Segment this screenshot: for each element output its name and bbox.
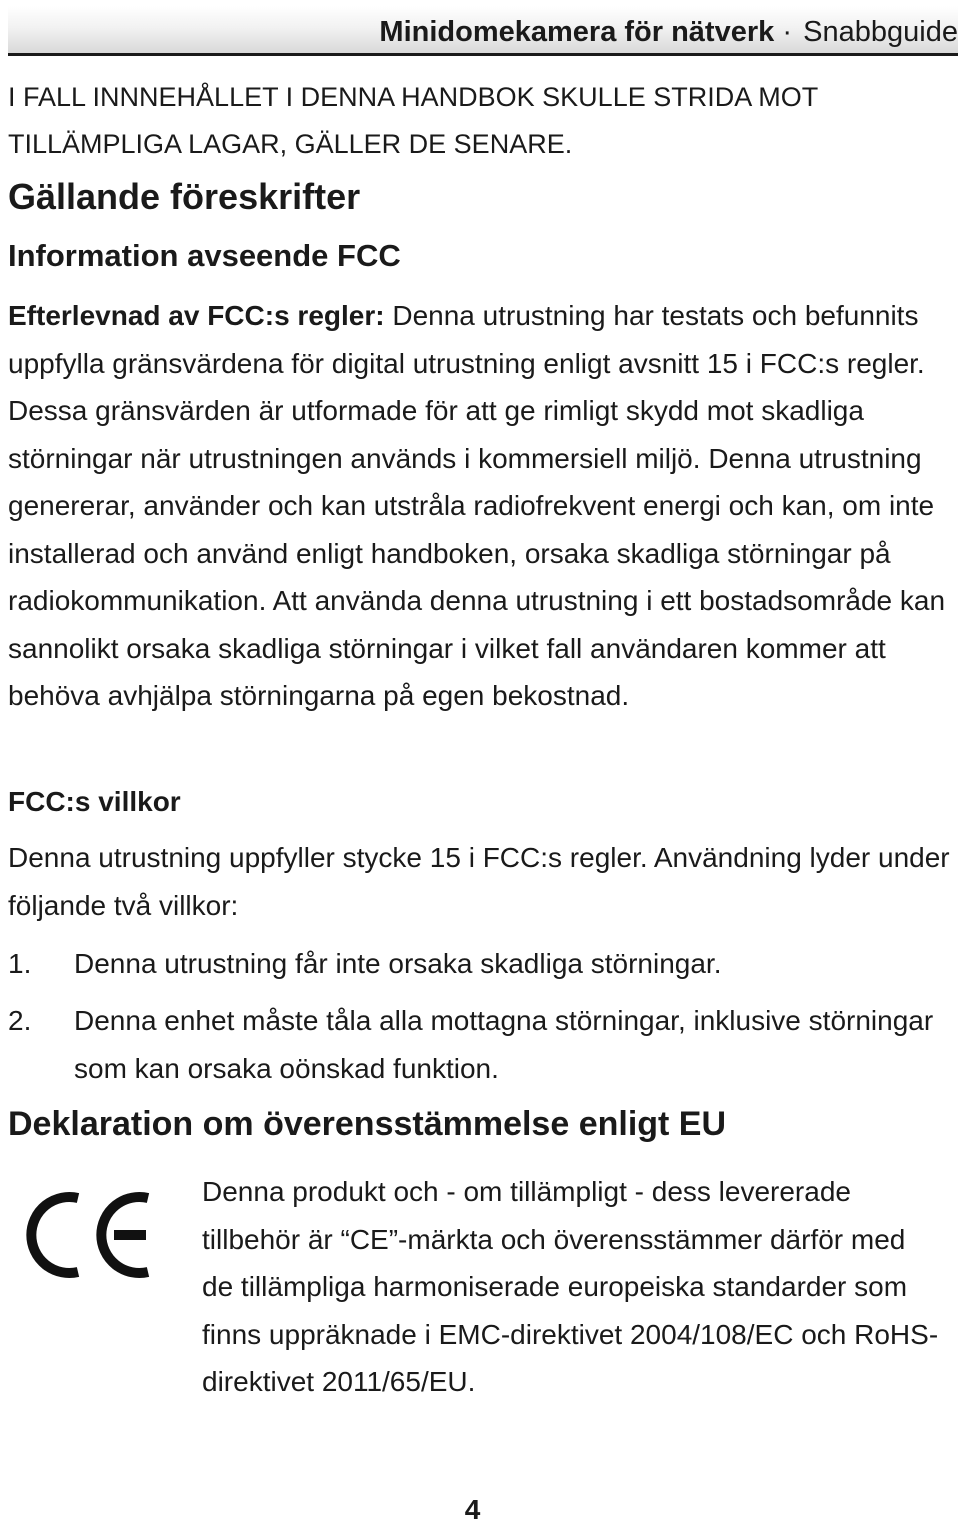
subheading-fcc-information: Information avseende FCC — [8, 238, 401, 273]
header-separator: · — [782, 16, 792, 48]
list-item-number: 2. — [8, 1005, 32, 1036]
section-heading-eu-declaration: Deklaration om överensstämmelse enligt EU — [8, 1105, 727, 1143]
ce-mark-logo — [26, 1190, 156, 1280]
ce-declaration-text: Denna produkt och - om tillämpligt - dess levererade tillbehör är “CE”-märkta och överensstämmer därför med de tillämpliga harmoniserade europeiska standarder som finns uppräknade i EMC-direktivet 2004/108/EC och RoHS-direktivet 2011/65/EU. — [202, 1176, 939, 1397]
document-title: Minidomekamera för nätverk — [379, 16, 775, 48]
caps-notice: I FALL INNNEHÅLLET I DENNA HANDBOK SKULLE STRIDA MOT TILLÄMPLIGA LAGAR, GÄLLER DE SENARE. — [8, 82, 818, 159]
header-title — [379, 16, 792, 49]
fcc-compliance-lead: Efterlevnad av FCC:s regler: — [8, 300, 385, 331]
list-item-text: Denna enhet måste tåla alla mottagna störningar, inklusive störningar som kan orsaka oönskad funktion. — [74, 1005, 934, 1084]
fcc-compliance-body: Denna utrustning har testats och befunnits uppfylla gränsvärdena för digital utrustning enligt avsnitt 15 i FCC:s regler. Dessa gränsvärden är utformade för att ge rimligt skydd mot skadliga störningar när utrustningen används i kommersiell miljö. Denna utrustning genererar, använder och kan utstråla radiofrekvent energi och kan, om inte installerad och använd enligt handboken, orsaka skadliga störningar på radiokommunikation. Att använda denna utrustning i ett bostadsområde kan sannolikt orsaka skadliga störningar i vilket fall användaren kommer att behöva avhjälpa störningarna på egen bekostnad. — [8, 300, 946, 711]
fcc-compliance-paragraph — [8, 292, 953, 720]
page-number: 4 — [464, 1494, 481, 1525]
subheading-fcc-conditions: FCC:s villkor — [8, 786, 181, 817]
fcc-conditions-intro: Denna utrustning uppfyller stycke 15 i FCC:s regler. Användning lyder under följande två villkor: — [8, 842, 950, 921]
page-header — [8, 6, 958, 56]
list-item-number: 1. — [8, 948, 32, 979]
list-item-text: Denna utrustning får inte orsaka skadliga störningar. — [74, 948, 722, 979]
section-heading-regulations: Gällande föreskrifter — [8, 176, 361, 217]
document-subtitle: Snabbguide — [803, 16, 958, 48]
